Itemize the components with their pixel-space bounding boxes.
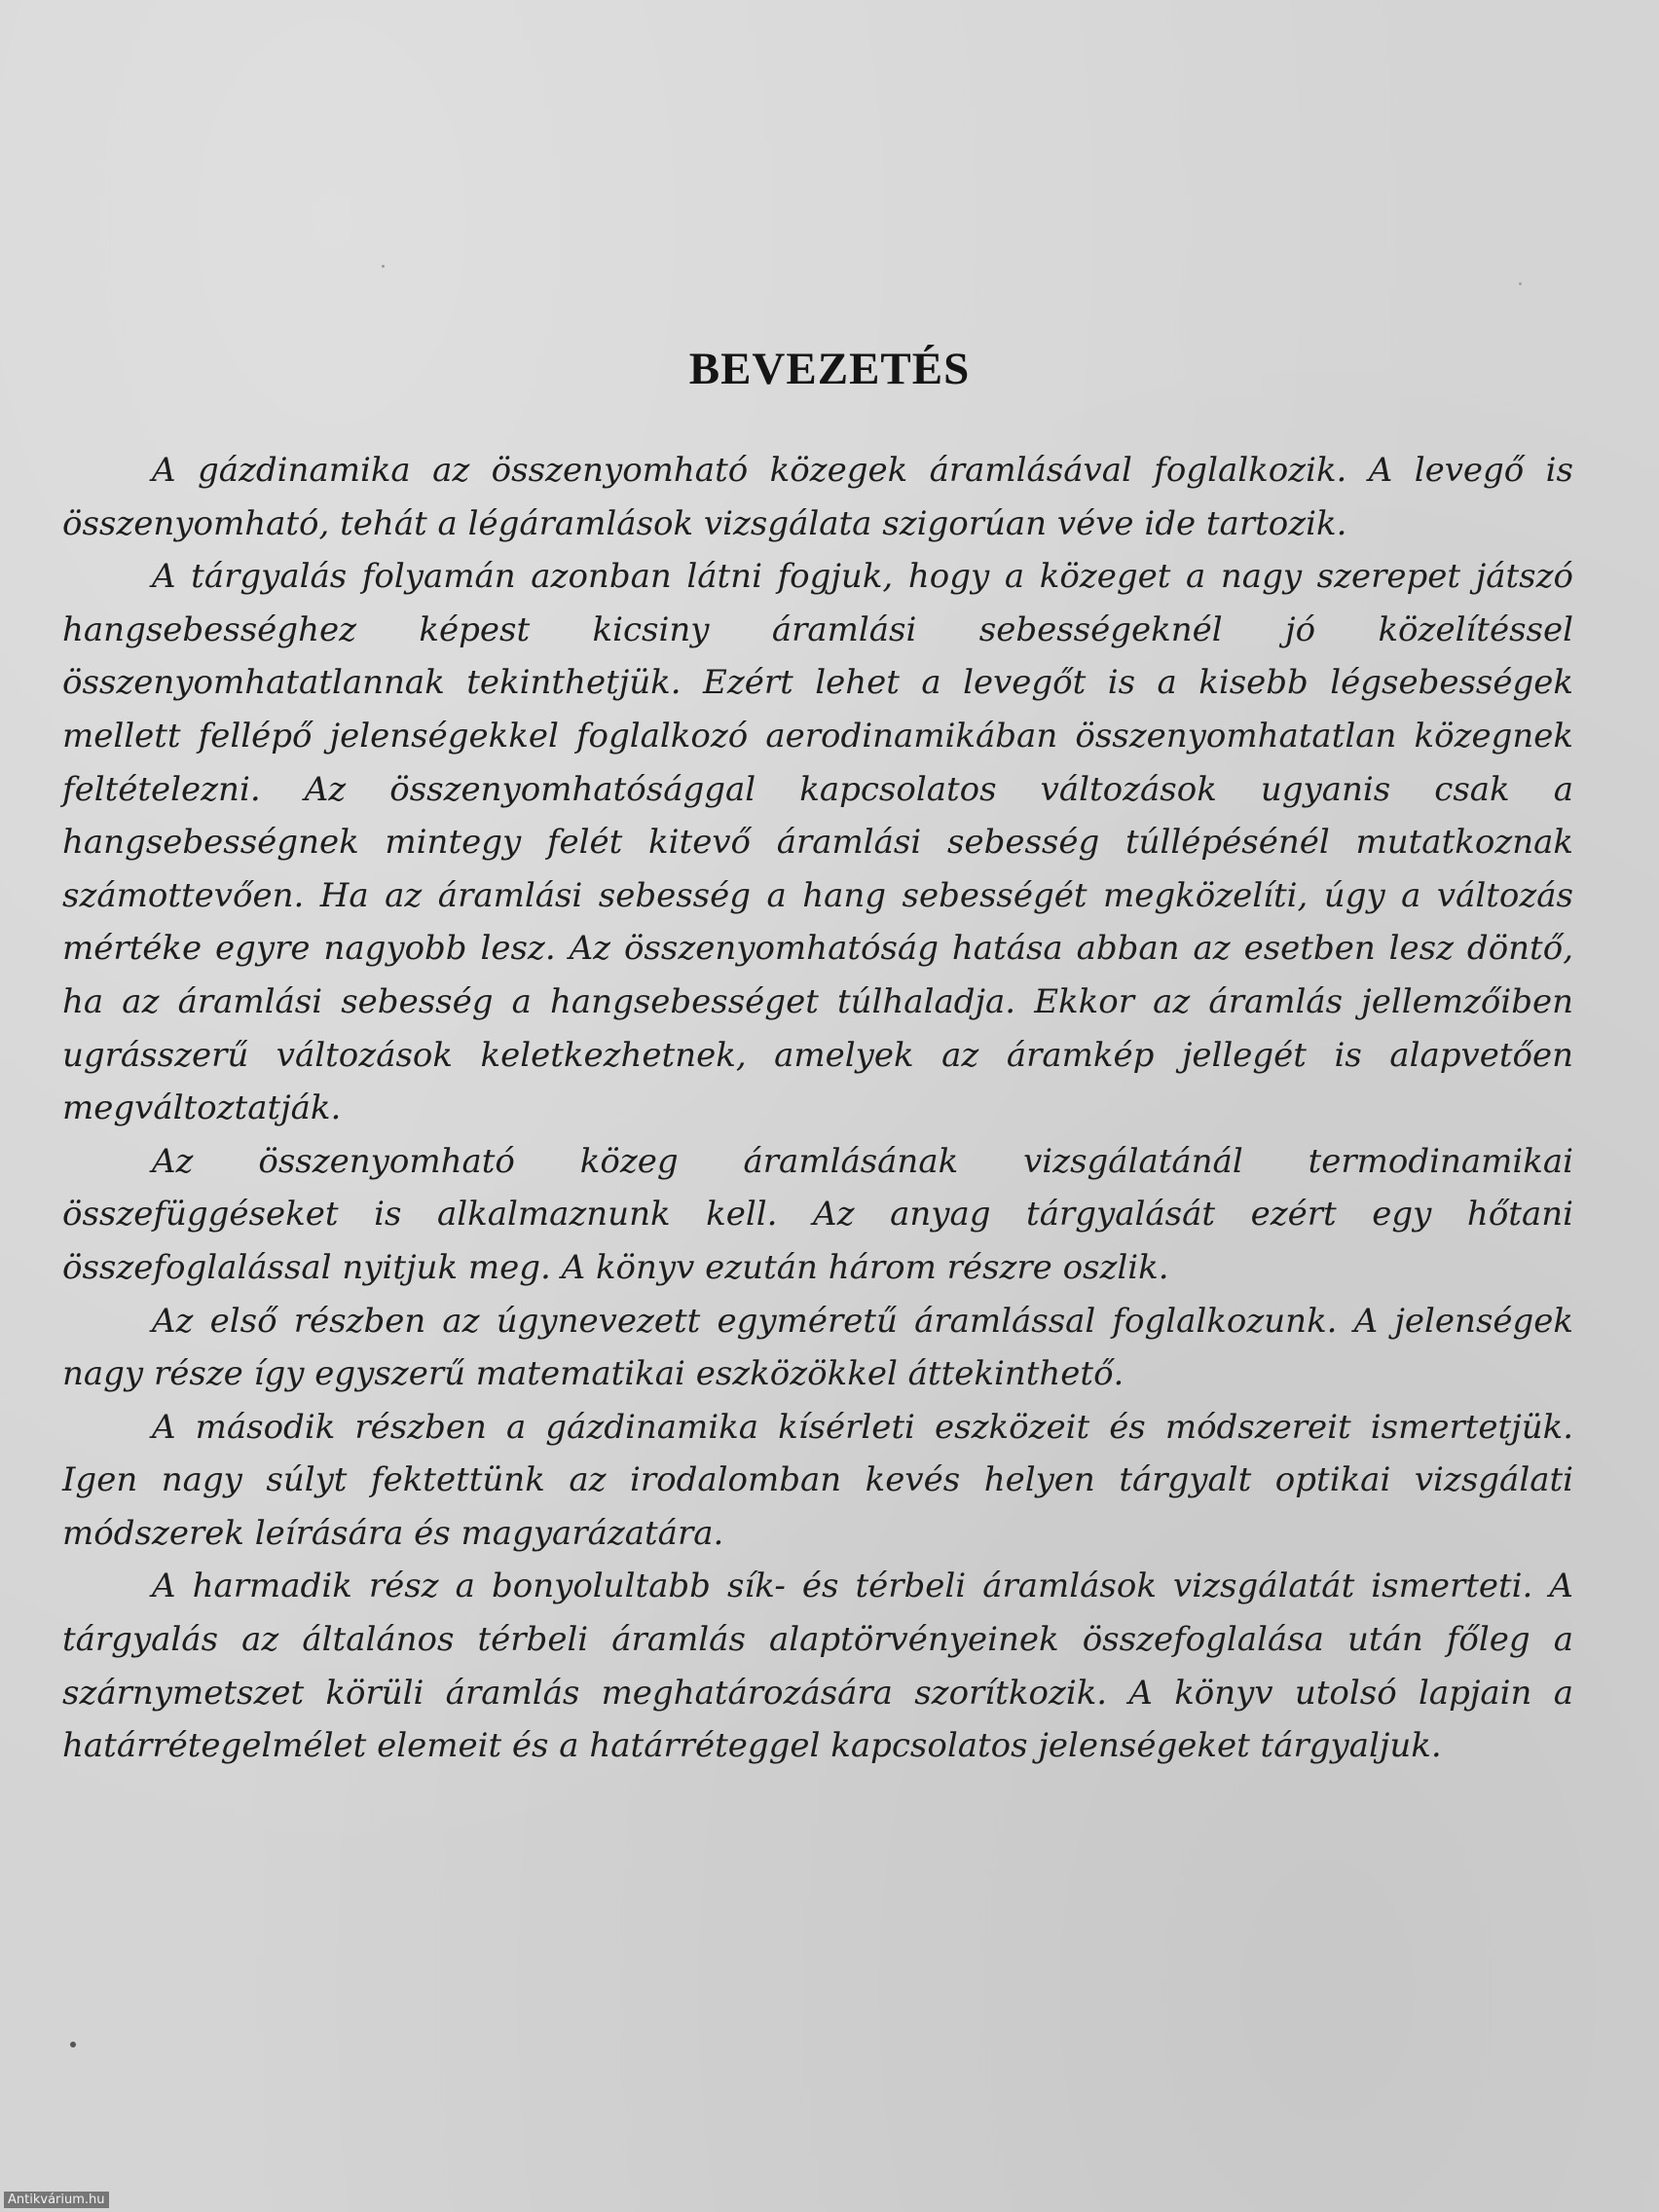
paragraph-1: A gázdinamika az összenyomható közegek áramlásával foglalkozik. A levegő is összenyomható, tehát a légáramlások vizsgálata szigorúan véve ide tartozik. bbox=[62, 451, 1573, 543]
paragraph-2: A tárgyalás folyamán azonban látni fogjuk, hogy a közeget a nagy szerepet játszó hangsebességhez képest kicsiny áramlási sebességeknél jó közelítéssel összenyomhatatlannak tekinthetjük. Ezért lehet a levegőt is a kisebb légsebességek mellett fellépő jelenségekkel foglalkozó aerodinamikában összenyomhatatlan közegnek feltételezni. Az összenyomhatósággal kapcsolatos változások ugyanis csak a hangsebességnek mintegy felét kitevő áramlási sebesség túllépésénél mutatkoznak számottevően. Ha az áramlási sebesség a hang sebességét megközelíti, úgy a változás mértéke egyre nagyobb lesz. Az összenyomhatóság hatása abban az esetben lesz döntő, ha az áramlási sebesség a hangsebességet túlhaladja. Ekkor az áramlás jellemzőiben ugrásszerű változások keletkezhetnek, amelyek az áramkép jellegét is alapvetően megváltoztatják. bbox=[62, 557, 1573, 1128]
paper-speck bbox=[382, 265, 385, 268]
paragraph-3: Az összenyomható közeg áramlásának vizsgálatánál termodinamikai összefüggéseket is alkalmaznunk kell. Az anyag tárgyalását ezért egy hőtani összefoglalással nyitjuk meg. A könyv ezután három részre oszlik. bbox=[62, 1141, 1573, 1287]
page-title: BEVEZETÉS bbox=[688, 344, 971, 394]
paper-speck bbox=[1519, 282, 1522, 285]
introduction-text bbox=[62, 444, 1573, 1773]
watermark: Antikvárium.hu bbox=[4, 2192, 109, 2208]
paragraph-4: Az első részben az úgynevezett egyméretű áramlással foglalkozunk. A jelenségek nagy része így egyszerű matematikai eszközökkel áttekinthető. bbox=[62, 1301, 1573, 1394]
paper-speck bbox=[70, 2042, 76, 2047]
paragraph-6: A harmadik rész a bonyolultabb sík- és térbeli áramlások vizsgálatát ismerteti. A tárgyalás az általános térbeli áramlás alaptörvényeinek összefoglalása után főleg a szárnymetszet körüli áramlás meghatározására szorítkozik. A könyv utolsó lapjain a határrétegelmélet elemeit és a határréteggel kapcsolatos jelenségeket tárgyaljuk. bbox=[62, 1567, 1573, 1766]
paragraph-5: A második részben a gázdinamika kísérleti eszközeit és módszereit ismertetjük. Igen nagy súlyt fektettünk az irodalomban kevés helyen tárgyalt optikai vizsgálati módszerek leírására és magyarázatára. bbox=[62, 1407, 1573, 1553]
